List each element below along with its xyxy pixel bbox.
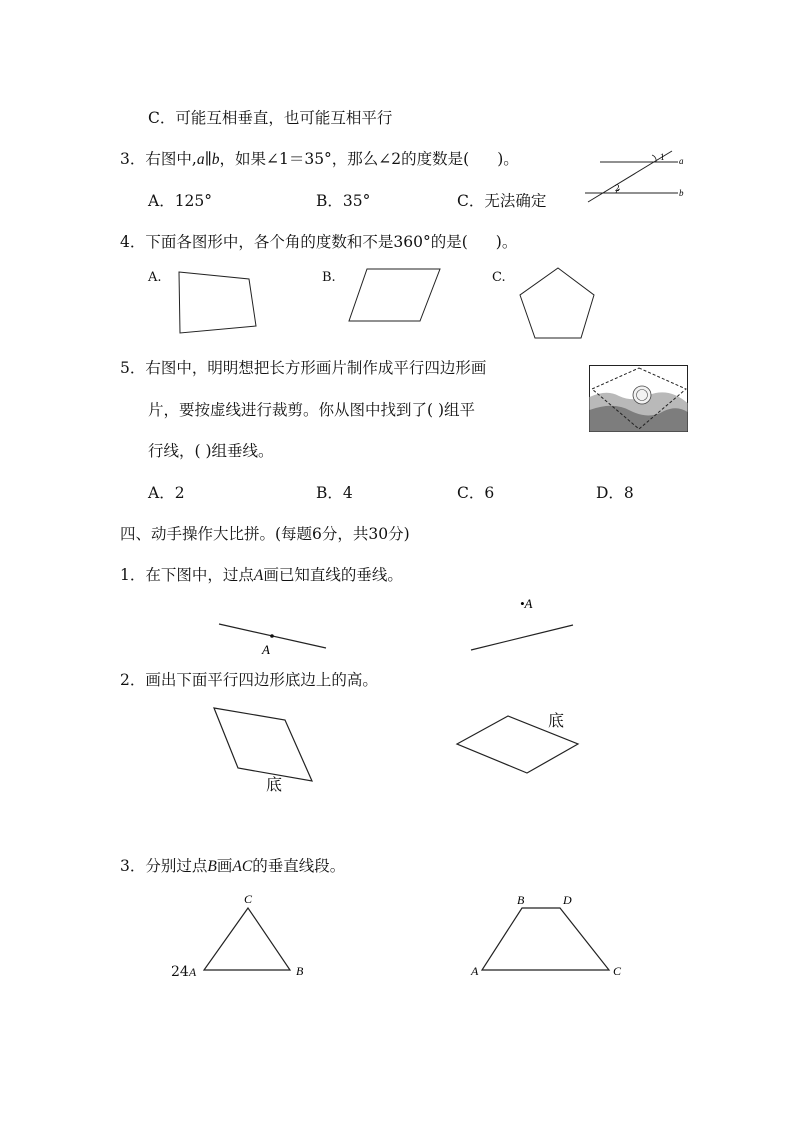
q5-option-b[interactable]: B．4 [316, 484, 353, 502]
angle-1-label: 1 [660, 152, 665, 162]
s4-q2-question [120, 670, 378, 690]
s4-q2-parallelogram-2[interactable] [450, 708, 586, 780]
q5-picture-figure [589, 365, 689, 433]
s4-q3-question [120, 856, 345, 877]
q4-pentagon-figure [515, 262, 603, 346]
q3-option-c[interactable]: C．无法确定 [457, 192, 547, 210]
q5-number: 5． [120, 359, 146, 377]
q3-var-b: b [211, 151, 220, 168]
q3-parallel-lines-figure [580, 145, 690, 210]
s4-q3-text-2: 画 [216, 857, 233, 875]
page-number: 24 [171, 964, 189, 980]
trapezoid-vertex-c: C [613, 964, 622, 978]
s4-q3-var-b: B [207, 858, 217, 875]
q2-option-c: C．可能互相垂直，也可能互相平行 [148, 109, 393, 127]
s4-q3-var-ac: AC [232, 858, 253, 875]
q3-text-3: )。 [497, 150, 519, 168]
s4-q3-text-3: 的垂直线段。 [252, 857, 346, 875]
q4-quadrilateral-figure [170, 262, 270, 340]
q3-number: 3． [120, 150, 146, 168]
s4-q2-base-label-1: 底 [266, 775, 283, 794]
trapezoid-vertex-d: D [563, 893, 572, 907]
point-a-label-2: •A [520, 596, 533, 611]
q4-shape-b-label[interactable]: B. [322, 270, 336, 285]
q3-parallel-symbol: ∥ [204, 150, 212, 168]
trapezoid-vertex-a: A [471, 964, 479, 978]
s4-q1-var-a: A [253, 567, 264, 584]
q3-question [120, 149, 519, 170]
given-line-2 [471, 625, 573, 650]
q4-shape-a-label[interactable]: A. [148, 270, 162, 285]
section-4-title: 四、动手操作大比拼。(每题6分，共30分) [120, 525, 410, 543]
page-number-and-vertex-a [171, 962, 196, 982]
s4-q3-text-1: 分别过点 [145, 857, 208, 875]
q5-text-1: 右图中，明明想把长方形画片制作成平行四边形画 [145, 359, 487, 377]
s4-q3-trapezoid[interactable] [465, 890, 635, 982]
s4-q1-number: 1． [120, 566, 146, 584]
q4-text-end: )。 [495, 233, 518, 251]
q3-var-a: a [196, 151, 205, 168]
q5-option-a[interactable]: A．2 [148, 484, 185, 502]
q4-text: 下面各图形中，各个角的度数和不是360°的是( [145, 233, 468, 251]
s4-q3-triangle[interactable] [195, 890, 310, 982]
q4-question [120, 232, 517, 252]
s4-q1-text-2: 画已知直线的垂线。 [263, 566, 403, 584]
angle-2-label: 2 [615, 183, 620, 193]
q5-line-2: 片，要按虚线进行裁剪。你从图中找到了( )组平 [148, 401, 476, 419]
q3-text-2: ，如果∠1＝35°，那么∠2的度数是( [219, 150, 470, 168]
s4-q1-text-1: 在下图中，过点 [145, 566, 254, 584]
q4-number: 4． [120, 233, 146, 251]
q3-option-b[interactable]: B．35° [316, 192, 371, 210]
q5-line-1 [120, 358, 486, 378]
line-a-label: a [679, 156, 684, 166]
triangle-vertex-b: B [296, 964, 304, 978]
s4-q3-number: 3． [120, 857, 146, 875]
q3-option-a[interactable]: A．125° [148, 192, 213, 210]
q5-option-c[interactable]: C．6 [457, 484, 495, 502]
s4-q2-number: 2． [120, 671, 146, 689]
q3-text-1: 右图中, [145, 150, 197, 168]
q5-option-d[interactable]: D．8 [596, 484, 634, 502]
q4-parallelogram-figure [345, 262, 445, 328]
trapezoid-vertex-b: B [517, 893, 525, 907]
q5-line-3: 行线，( )组垂线。 [148, 442, 274, 460]
s4-q2-parallelogram-1[interactable] [205, 700, 325, 802]
s4-q1-question [120, 565, 403, 586]
line-b-label: b [679, 188, 684, 198]
point-a-label-1: A [262, 642, 270, 657]
q4-shape-c-label[interactable]: C. [492, 270, 506, 285]
s4-q2-text: 画出下面平行四边形底边上的高。 [145, 671, 378, 689]
s4-q2-base-label-2: 底 [548, 711, 565, 730]
point-a-on-line [270, 634, 274, 638]
s4-q1-drawing-area[interactable] [210, 592, 590, 662]
sun-icon [633, 386, 651, 404]
triangle-vertex-a: A [188, 965, 197, 979]
triangle-vertex-c: C [244, 892, 253, 906]
